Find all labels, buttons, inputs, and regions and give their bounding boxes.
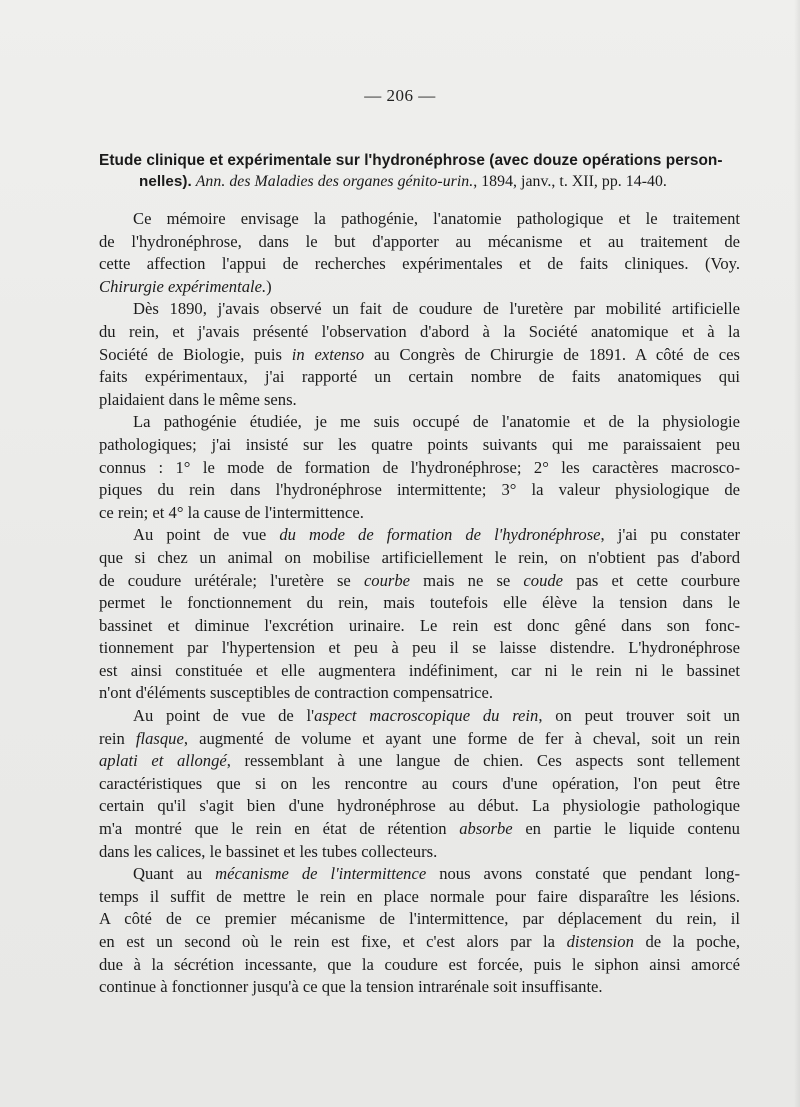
text-run: m'a montré que le rein en état de rétention	[99, 819, 460, 839]
text-run: de l'hydronéphrose, dans le but d'apporter au mécanisme et au traitement de	[99, 231, 740, 251]
text-line	[99, 231, 740, 254]
text-line	[99, 728, 740, 751]
italic-run: aplati et allongé	[99, 751, 227, 771]
reference-citation: , 1894, janv., t. XII, pp. 14-40.	[473, 173, 667, 190]
text-run: en est un second où le rein est fixe, et c'est alors par la	[99, 932, 567, 951]
paragraph	[99, 411, 740, 524]
body-text	[99, 208, 740, 999]
reference-line-2	[99, 171, 740, 192]
text-line	[99, 208, 740, 231]
text-line	[99, 276, 740, 299]
text-run: en partie le liquide contenu	[512, 819, 740, 839]
italic-run: mécanisme de l'intermittence	[215, 864, 427, 884]
text-line	[99, 502, 740, 525]
italic-run: in extenso	[291, 344, 365, 364]
text-run: connus : 1° le mode de formation de l'hydronéphrose; 2° les caractères macrosco-	[99, 457, 740, 477]
text-line	[99, 976, 740, 999]
text-run: est ainsi constituée et elle augmentera indéfiniment, car ni le rein ni le bassinet	[99, 660, 740, 680]
italic-run: distension	[566, 932, 634, 951]
text-run: A côté de ce premier mécanisme de l'intermittence, par déplacement du rein, il	[99, 909, 740, 929]
text-run: Au point de vue de l'	[133, 706, 315, 726]
text-run: La pathogénie étudiée, je me suis occupé de l'anatomie et de la physiologie	[133, 412, 740, 432]
text-run: , j'ai pu constater	[600, 525, 740, 545]
paragraph	[99, 524, 740, 705]
reference-journal: Ann. des Maladies des organes génito-urin.	[195, 173, 474, 190]
italic-run: courbe	[363, 570, 411, 590]
bibliographic-reference	[99, 150, 740, 192]
paragraph	[99, 298, 740, 411]
text-run: permet le fonctionnement du rein, mais toutefois elle élève la tension dans le	[99, 593, 740, 613]
text-line	[99, 547, 740, 570]
text-run: )	[266, 276, 272, 296]
text-run: faits expérimentaux, j'ai rapporté un certain nombre de faits anatomiques qui	[99, 367, 740, 387]
text-run: de la poche,	[633, 932, 740, 951]
text-run: , augmenté de volume et ayant une forme de fer à cheval, soit un rein	[183, 728, 740, 748]
text-line	[99, 637, 740, 660]
text-run: mais ne se	[410, 570, 524, 590]
text-line	[99, 660, 740, 683]
text-line	[99, 705, 740, 728]
text-line	[99, 524, 740, 547]
italic-run: aspect macroscopique du rein	[314, 706, 539, 726]
text-run: caractéristiques que si on les rencontre au cours d'une opération, l'on peut être	[99, 773, 740, 793]
text-run: Société de Biologie, puis	[99, 344, 292, 364]
page-edge-shadow	[794, 0, 800, 1107]
text-run: pathologiques; j'ai insisté sur les quatre points suivants qui me paraissaient peu	[99, 434, 740, 454]
text-line	[99, 682, 740, 705]
text-run: au Congrès de Chirurgie de 1891. A côté de ces	[364, 344, 740, 364]
italic-run: du mode de formation de l'hydronéphrose	[279, 525, 601, 545]
text-run: , on peut trouver soit un	[538, 706, 740, 726]
text-line	[99, 570, 740, 593]
paragraph	[99, 208, 740, 298]
text-line	[99, 592, 740, 615]
text-run: plaidaient dans le même sens.	[99, 389, 297, 409]
text-line	[99, 795, 740, 818]
text-line	[99, 479, 740, 502]
text-line	[99, 457, 740, 480]
reference-line-1: Etude clinique et expérimentale sur l'hydronéphrose (avec douze opérations person-	[99, 152, 723, 169]
text-run: Dès 1890, j'avais observé un fait de coudure de l'uretère par mobilité artificielle	[133, 299, 740, 319]
text-run: de coudure urétérale; l'uretère se	[99, 570, 364, 590]
text-run: nous avons constaté que pendant long-	[426, 864, 741, 884]
text-run: que si chez un animal on mobilise artificiellement le rein, on n'obtient pas d'abord	[99, 547, 740, 567]
text-line	[99, 434, 740, 457]
italic-run: coude	[523, 570, 564, 590]
reference-title-end: nelles).	[139, 173, 192, 190]
text-run: , ressemblant à une langue de chien. Ces aspects sont tellement	[226, 751, 740, 771]
text-run: tionnement par l'hypertension et peu à peu il se laisse distendre. L'hydronéphrose	[99, 638, 740, 658]
text-line	[99, 298, 740, 321]
text-line	[99, 750, 740, 773]
paragraph	[99, 705, 740, 863]
text-line	[99, 773, 740, 796]
text-line	[99, 863, 740, 886]
text-run: bassinet et diminue l'excrétion urinaire. Le rein est donc gêné dans son fonc-	[99, 615, 740, 635]
text-run: cette affection l'appui de recherches expérimentales et de faits cliniques. (Voy.	[99, 254, 740, 274]
text-run: Ce mémoire envisage la pathogénie, l'anatomie pathologique et le traitement	[133, 209, 740, 228]
page-number: — 206 —	[364, 86, 436, 105]
text-line	[99, 253, 740, 276]
text-line	[99, 615, 740, 638]
text-run: rein	[99, 728, 136, 748]
text-line	[99, 954, 740, 977]
text-run: continue à fonctionner jusqu'à ce que la tension intrarénale soit insuffisante.	[99, 977, 603, 997]
text-run: piques du rein dans l'hydronéphrose intermittente; 3° la valeur physiologique de	[99, 480, 740, 500]
italic-run: absorbe	[459, 819, 513, 839]
text-line	[99, 886, 740, 909]
text-run: dans les calices, le bassinet et les tubes collecteurs.	[99, 841, 438, 861]
text-line	[99, 366, 740, 389]
text-line	[99, 931, 740, 954]
text-run: du rein, et j'avais présenté l'observation d'abord à la Société anatomique et à la	[99, 321, 740, 341]
text-run: Au point de vue	[133, 525, 280, 545]
text-run: ce rein; et 4° la cause de l'intermittence.	[99, 502, 364, 522]
text-run: certain qu'il s'agit bien d'une hydronéphrose au début. La physiologie pathologique	[99, 796, 740, 816]
text-line	[99, 908, 740, 931]
text-run: temps il suffit de mettre le rein en place normale pour faire disparaître les lésions.	[99, 886, 740, 906]
text-line	[99, 411, 740, 434]
text-run: n'ont d'éléments susceptibles de contraction compensatrice.	[99, 683, 493, 703]
text-run: Quant au	[133, 864, 216, 884]
text-run: due à la sécrétion incessante, que la coudure est forcée, puis le siphon ainsi amorcé	[99, 954, 740, 974]
text-line	[99, 389, 740, 412]
text-line	[99, 344, 740, 367]
text-run: pas et cette courbure	[563, 570, 740, 590]
paragraph	[99, 863, 740, 999]
text-line	[99, 321, 740, 344]
text-line	[99, 841, 740, 864]
text-line	[99, 818, 740, 841]
italic-run: Chirurgie expérimentale.	[99, 276, 267, 296]
italic-run: flasque	[135, 728, 184, 748]
